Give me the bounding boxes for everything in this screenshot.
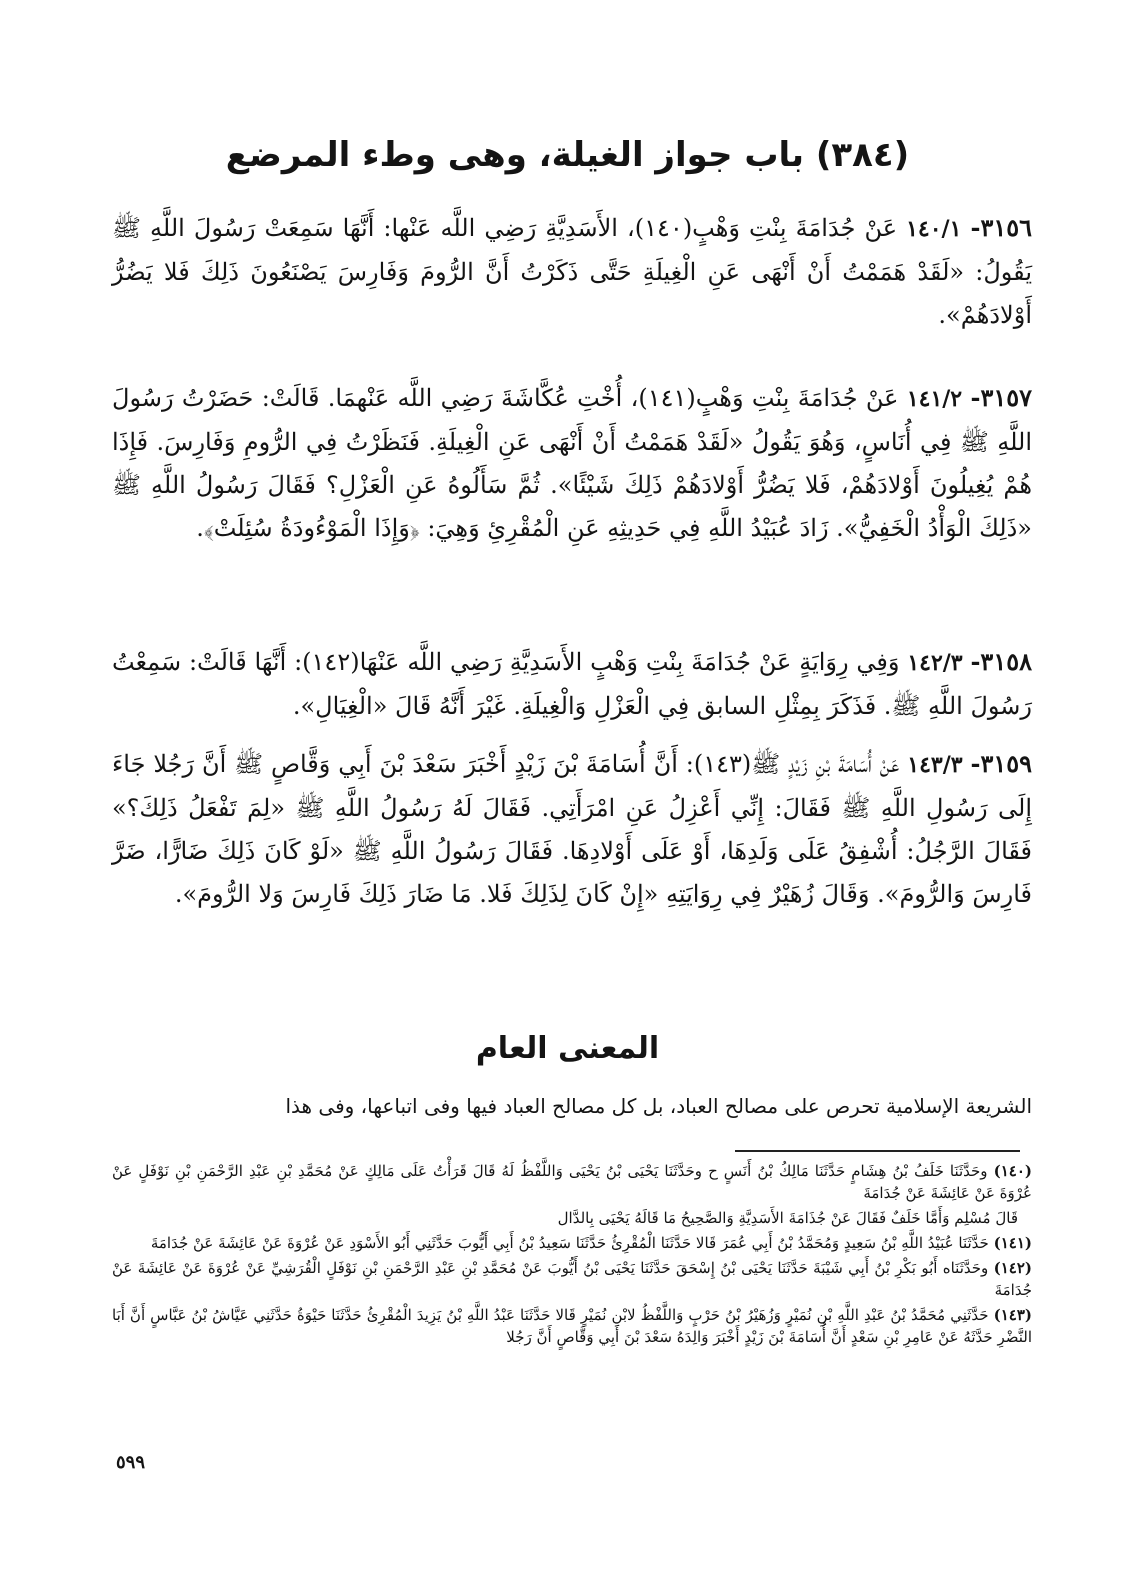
- hadith-number: ٣١٥٨-: [970, 647, 1032, 676]
- hadith-number: ٣١٥٧-: [970, 383, 1032, 412]
- hadith-number: ٣١٥٩-: [970, 749, 1032, 778]
- footnote-text: حَدَّثَنِي مُحَمَّدُ بْنُ عَبْدِ اللَّهِ بْنِ نُمَيْرٍ وَزُهَيْرُ بْنُ حَرْبٍ وَاللَّفْظُ لابْنِ نُمَيْرٍ قَالا حَدَّثَنَا عَبْدُ اللَّهِ بْنُ يَزِيدَ الْمُقْرِئُ حَدَّثَنَا حَيْوَةُ حَدَّثَنِي عَيَّاشُ بْنُ عَبَّاسٍ أَنَّ أَبَا النَّضْرِ حَدَّثَهُ عَنْ عَامِرِ بْنِ سَعْدٍ أَنَّ أُسَامَةَ بْنَ زَيْدٍ أَخْبَرَ وَالِدَهُ سَعْدَ بْنَ أَبِي وَقَّاصٍ أَنَّ رَجُلا: [112, 1306, 1032, 1346]
- footnote-text: وحَدَّثَنَاه أَبُو بَكْرِ بْنُ أَبِي شَيْبَةَ حَدَّثَنَا يَحْيَى بْنُ إِسْحَقَ حَدَّثَنَا يَحْيَى بْنُ أَيُّوبَ عَنْ مُحَمَّدِ بْنِ عَبْدِ الرَّحْمَنِ بْنِ نَوْفَلٍ الْقُرَشِيِّ عَنْ عُرْوَةَ عَنْ عَائِشَةَ عَنْ جُدَامَةَ: [112, 1259, 1032, 1299]
- footnote-text: حَدَّثَنَا عُبَيْدُ اللَّهِ بْنُ سَعِيدٍ وَمُحَمَّدُ بْنُ أَبِي عُمَرَ قَالا حَدَّثَنَا الْمُقْرِئُ حَدَّثَنَا سَعِيدُ بْنُ أَبِي أَيُّوبَ حَدَّثَنِي أَبُو الأَسْوَدِ عَنْ عُرْوَةَ عَنْ عَائِشَةَ عَنْ جُدَامَةَ: [150, 1234, 989, 1252]
- hadith-3157: [112, 376, 1032, 550]
- footnote-140: [112, 1160, 1032, 1204]
- hadith-sub-number: ١٤٣/٣: [907, 752, 963, 778]
- hadith-text: عَنْ جُدَامَةَ بِنْتِ وَهْبٍ(١٤٠)، الأَسَدِيَّةِ رَضِي اللَّه عَنْها: أَنَّهَا سَمِعَتْ رَسُولَ اللَّهِ ﷺ يَقُولُ: «لَقَدْ هَمَمْتُ أَنْ أَنْهَى عَنِ الْغِيلَةِ حَتَّى ذَكَرْتُ أَنَّ الرُّومَ وَفَارِسَ يَصْنَعُونَ ذَلِكَ فَلا يَضُرُّ أَوْلادَهُمْ».: [112, 214, 1032, 329]
- hadith-sub-number: ١٤٢/٣: [907, 650, 963, 676]
- footnote-number: (١٤٣): [993, 1306, 1032, 1324]
- hadith-sub-number: ١٤٠/١: [906, 216, 962, 242]
- chapter-title: (٣٨٤) باب جواز الغيلة، وهى وطء المرضع: [225, 135, 910, 175]
- hadith-sub-number: ١٤١/٢: [906, 386, 963, 412]
- hadith-number: ٣١٥٦-: [970, 213, 1033, 242]
- section-title: المعنى العام: [475, 1031, 660, 1066]
- footnote-text: قَالَ مُسْلِم وَأَمَّا خَلَفٌ فَقَالَ عَنْ جُذَامَةَ الأَسَدِيَّةِ وَالصَّحِيحُ مَا قَالَهُ يَحْيَى بِالدَّال: [557, 1209, 1018, 1227]
- footnote-text: وحَدَّثَنَا خَلَفُ بْنُ هِشَامٍ حَدَّثَنَا مَالِكُ بْنُ أَنَسٍ ح وحَدَّثَنَا يَحْيَى بْنُ يَحْيَى وَاللَّفْظُ لَهُ قَالَ قَرَأْتُ عَلَى مَالِكٍ عَنْ مُحَمَّدِ بْنِ عَبْدِ الرَّحْمَنِ بْنِ نَوْفَلٍ عَنْ عُرْوَةَ عَنْ عَائِشَةَ عَنْ جُدَامَةَ: [112, 1162, 1032, 1202]
- footnote-number: (١٤٠): [993, 1162, 1032, 1180]
- hadith-3156: [112, 206, 1032, 337]
- footnote-140-note: [112, 1207, 1032, 1229]
- intro-paragraph: الشريعة الإسلامية تحرص على مصالح العباد، بل كل مصالح العباد فيها وفى اتباعها، وفى هذا: [285, 1094, 1032, 1118]
- footnote-141: [112, 1232, 1032, 1254]
- footnote-number: (١٤١): [993, 1234, 1032, 1252]
- footnote-143: [112, 1304, 1032, 1348]
- footnote-number: (١٤٢): [993, 1259, 1032, 1277]
- hadith-text: وَفِي رِوَايَةٍ عَنْ جُدَامَةَ بِنْتِ وَهْبٍ الأَسَدِيَّةِ رَضِي اللَّه عَنْهَا(١٤٢): أَنَّهَا قَالَتْ: سَمِعْتُ رَسُولَ اللَّهِ ﷺ. فَذَكَرَ بِمِثْلِ السابق فِي الْعَزْلِ وَالْغِيلَةِ. غَيْرَ أَنَّهُ قَالَ «الْغِيَالِ».: [112, 648, 1032, 720]
- hadith-text: عَنْ أُسَامَةَ بْنِ زَيْدٍ ﷺ(١٤٣): أَنَّ أُسَامَةَ بْنَ زَيْدٍ أَخْبَرَ سَعْدَ بْنَ أَبِي وَقَّاصٍ ﷺ أَنَّ رَجُلا جَاءَ إِلَى رَسُولِ اللَّهِ ﷺ فَقَالَ: إِنِّي أَعْزِلُ عَنِ امْرَأَتِي. فَقَالَ لَهُ رَسُولُ اللَّهِ ﷺ «لِمَ تَفْعَلُ ذَلِكَ؟» فَقَالَ الرَّجُلُ: أُشْفِقُ عَلَى وَلَدِهَا، أَوْ عَلَى أَوْلادِهَا. فَقَالَ رَسُولُ اللَّهِ ﷺ «لَوْ كَانَ ذَلِكَ ضَارًّا، ضَرَّ فَارِسَ وَالرُّومَ». وَقَالَ زُهَيْرٌ فِي رِوَايَتِهِ «إِنْ كَانَ لِذَلِكَ فَلا. مَا ضَارَ ذَلِكَ فَارِسَ وَلا الرُّومَ».: [112, 750, 1032, 908]
- footnote-142: [112, 1257, 1032, 1301]
- footnote-divider: [735, 1150, 1020, 1152]
- page-number: ٥٩٩: [116, 1452, 146, 1473]
- hadith-text: عَنْ جُدَامَةَ بِنْتِ وَهْبٍ(١٤١)، أُخْتِ عُكَّاشَةَ رَضِي اللَّه عَنْهمَا. قَالَتْ: حَضَرْتُ رَسُولَ اللَّهِ ﷺ فِي أُنَاسٍ، وَهُوَ يَقُولُ «لَقَدْ هَمَمْتُ أَنْ أَنْهَى عَنِ الْغِيلَةِ. فَنَظَرْتُ فِي الرُّومِ وَفَارِسَ. فَإِذَا هُمْ يُغِيلُونَ أَوْلادَهُمْ، فَلا يَضُرُّ أَوْلادَهُمْ ذَلِكَ شَيْئًا». ثُمَّ سَأَلُوهُ عَنِ الْعَزْلِ؟ فَقَالَ رَسُولُ اللَّهِ ﷺ «ذَلِكَ الْوَأْدُ الْخَفِيُّ». زَادَ عُبَيْدُ اللَّهِ فِي حَدِيثِهِ عَنِ الْمُقْرِئِ وَهِيَ: ﴿وَإِذَا الْمَوْءُودَةُ سُئِلَتْ﴾.: [112, 384, 1032, 542]
- footnotes: [112, 1160, 1032, 1351]
- hadith-3159: [112, 742, 1032, 916]
- hadith-3158: [112, 640, 1032, 728]
